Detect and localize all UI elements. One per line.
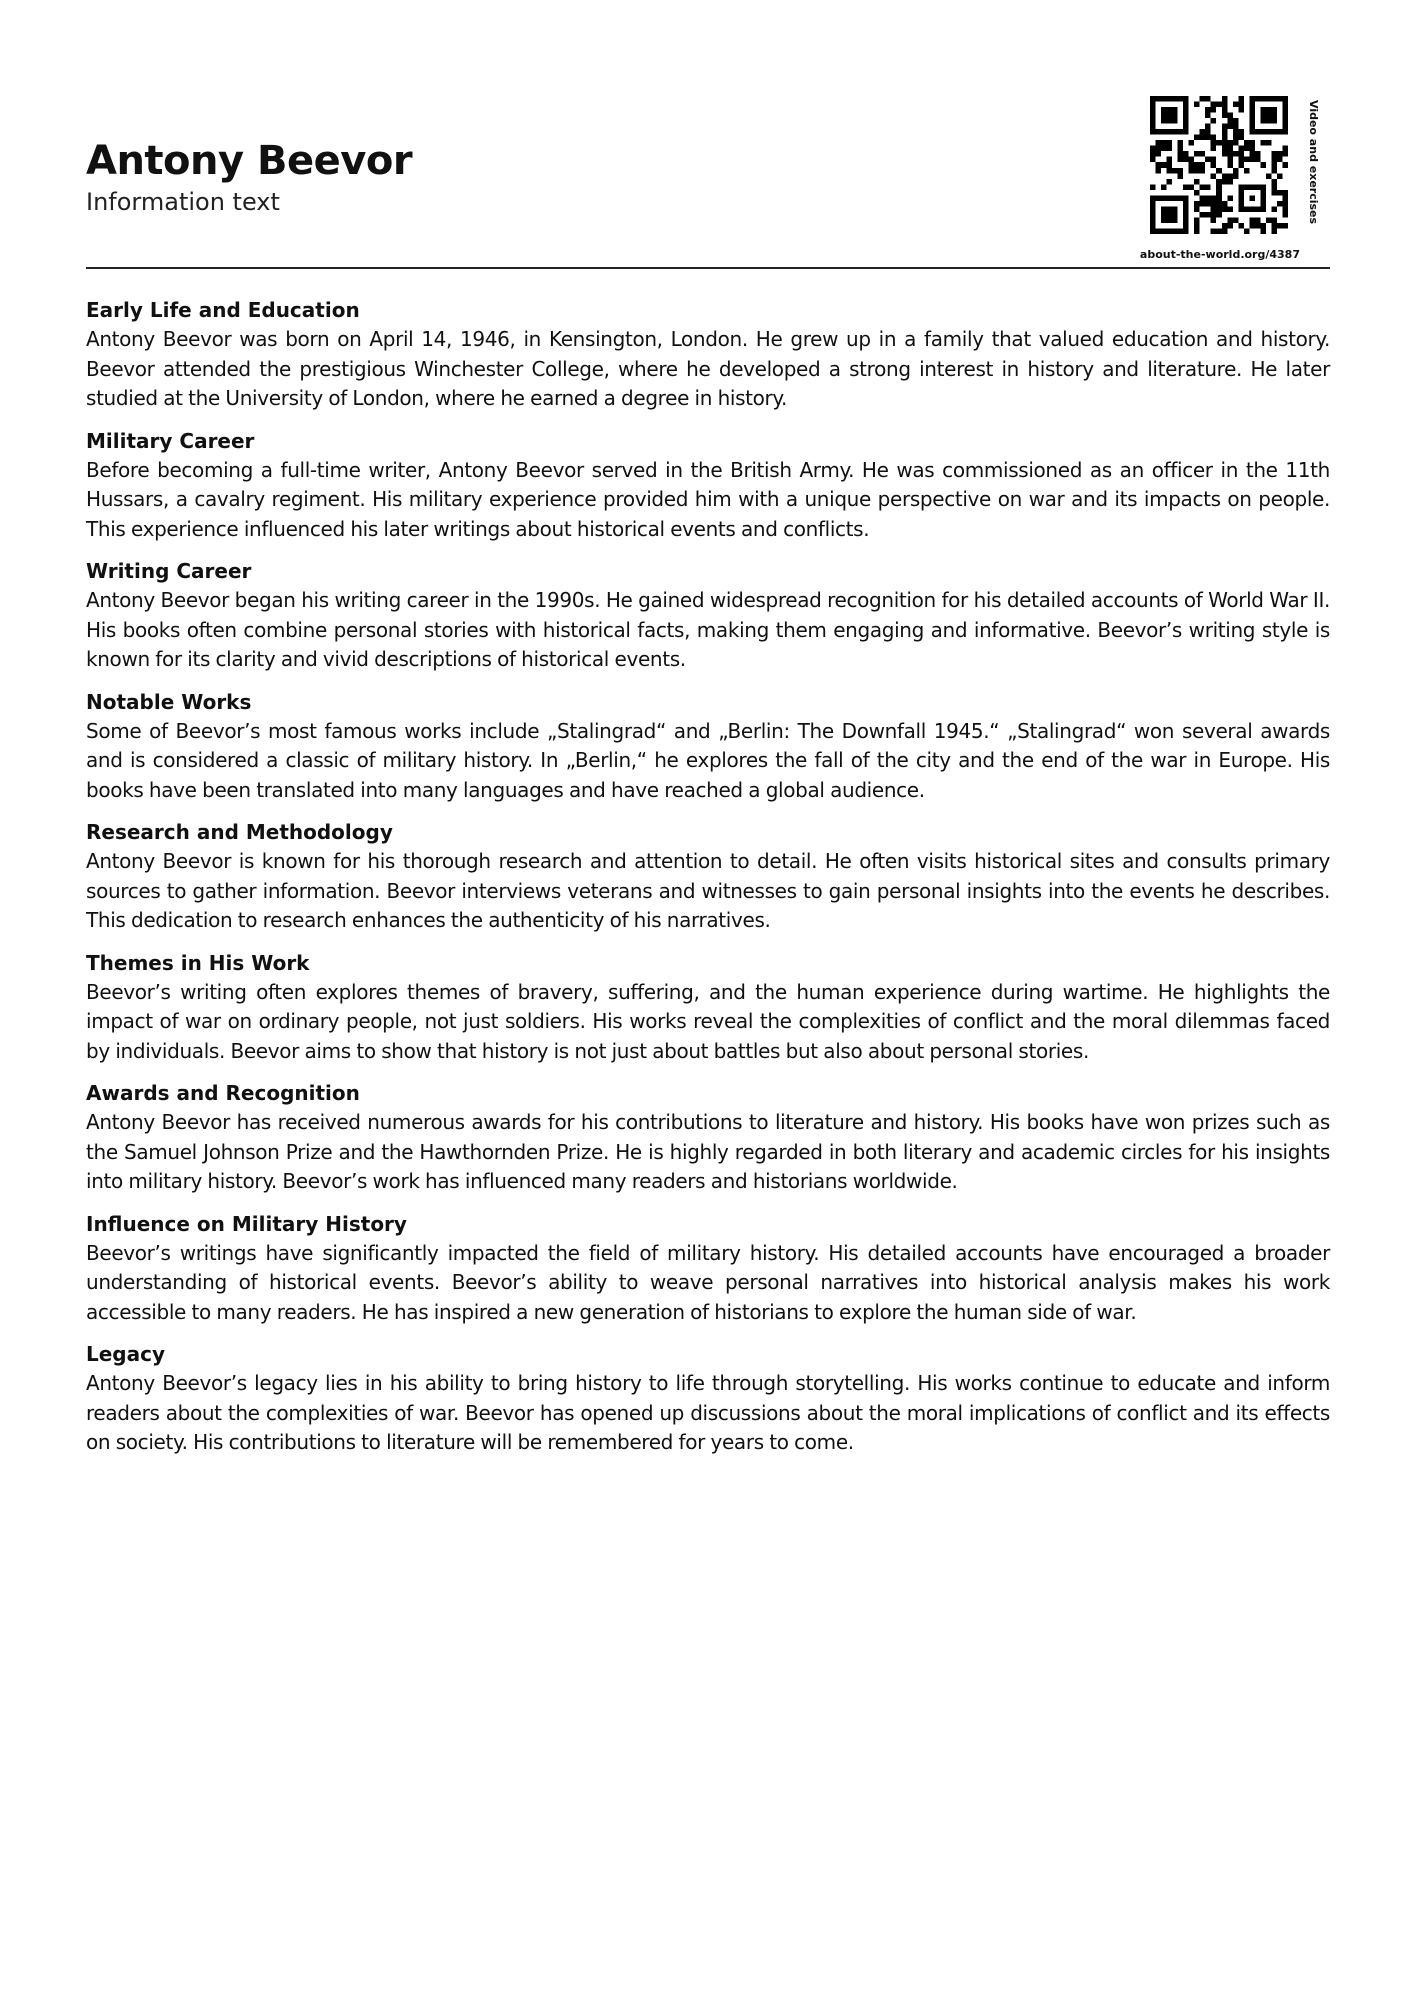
section-heading: Notable Works <box>86 689 252 714</box>
page-title: Antony Beevor <box>86 138 413 184</box>
section-heading: Research and Methodology <box>86 820 393 844</box>
section-heading: Early Life and Education <box>86 298 360 322</box>
section-research-methodology <box>86 818 1330 936</box>
section-text: Antony Beevor began his writing career in the 1990s. He gained widespread recognition for his detailed accounts of World War II. His books often combine personal stories with historical facts, making them engaging and informative. Beevor’s writing style is known for its clarity and vivid descriptions of historical events. <box>86 588 1330 671</box>
section-text: Antony Beevor’s legacy lies in his ability to bring history to life through storytelling. His works continue to educate and inform readers about the complexities of war. Beevor has opened up discussions about the moral implications of conflict and its effects on society. His contributions to literature will be remembered for years to come. <box>86 1371 1330 1454</box>
section-heading: Awards and Recognition <box>86 1081 360 1105</box>
page-subtitle: Information text <box>86 188 280 216</box>
section-writing-career <box>86 557 1330 675</box>
section-military-career <box>86 427 1330 545</box>
section-early-life <box>86 296 1330 414</box>
section-text: Beevor’s writings have significantly impacted the field of military history. His detailed accounts have encouraged a broader understanding of historical events. Beevor’s ability to weave personal narratives into historical analysis makes his work accessible to many readers. He has inspired a new generation of historians to explore the human side of war. <box>86 1240 1330 1324</box>
article-body <box>86 296 1330 1471</box>
page-header <box>86 96 1330 268</box>
section-legacy <box>86 1340 1330 1458</box>
qr-code-icon[interactable] <box>1150 96 1288 234</box>
header-divider <box>86 267 1330 269</box>
section-notable-works <box>86 688 1330 806</box>
video-exercises-label <box>1305 100 1327 238</box>
section-themes <box>86 949 1330 1067</box>
section-text: Some of Beevor’s most famous works include „Stalingrad“ and „Berlin: The Downfall 1945.“ „Stalingrad“ won several awards and is considered a classic of military history. In „Berlin,“ he explores the fall of the city and the end of the war in Europe. His books have been translated into many languages and have reached a global audience. <box>86 718 1330 802</box>
section-text: Before becoming a full-time writer, Antony Beevor served in the British Army. He was commissioned as an officer in the 11th Hussars, a cavalry regiment. His military experience provided him with a unique perspective on war and its impacts on people. This experience influenced his later writings about historical events and conflicts. <box>86 457 1330 541</box>
section-heading: Legacy <box>86 1342 166 1366</box>
section-text: Antony Beevor has received numerous awards for his contributions to literature and history. His books have won prizes such as the Samuel Johnson Prize and the Hawthornden Prize. He is highly regarded in both literary and academic circles for his insights into military history. Beevor’s work has influenced many readers and historians worldwide. <box>86 1110 1330 1193</box>
side-label-text: Video and exercises <box>1307 100 1320 225</box>
section-text: Antony Beevor is known for his thorough research and attention to detail. He often visits historical sites and consults primary sources to gather information. Beevor interviews veterans and witnesses to gain personal insights into the events he describes. This dedication to research enhances the authenticity of his narratives. <box>86 849 1330 932</box>
section-heading: Military Career <box>86 428 255 453</box>
source-url[interactable]: about-the-world.org/4387 <box>1139 248 1300 261</box>
section-influence <box>86 1210 1330 1328</box>
section-heading: Influence on Military History <box>86 1211 407 1236</box>
section-text: Antony Beevor was born on April 14, 1946, in Kensington, London. He grew up in a family that valued education and history. Beevor attended the prestigious Winchester College, where he developed a strong interest in history and literature. He later studied at the University of London, where he earned a degree in history. <box>86 327 1330 410</box>
section-awards <box>86 1079 1330 1197</box>
section-text: Beevor’s writing often explores themes of bravery, suffering, and the human experience during wartime. He highlights the impact of war on ordinary people, not just soldiers. His works reveal the complexities of conflict and the moral dilemmas faced by individuals. Beevor aims to show that history is not just about battles but also about personal stories. <box>86 979 1330 1063</box>
section-heading: Themes in His Work <box>86 950 310 975</box>
section-heading: Writing Career <box>86 559 252 583</box>
